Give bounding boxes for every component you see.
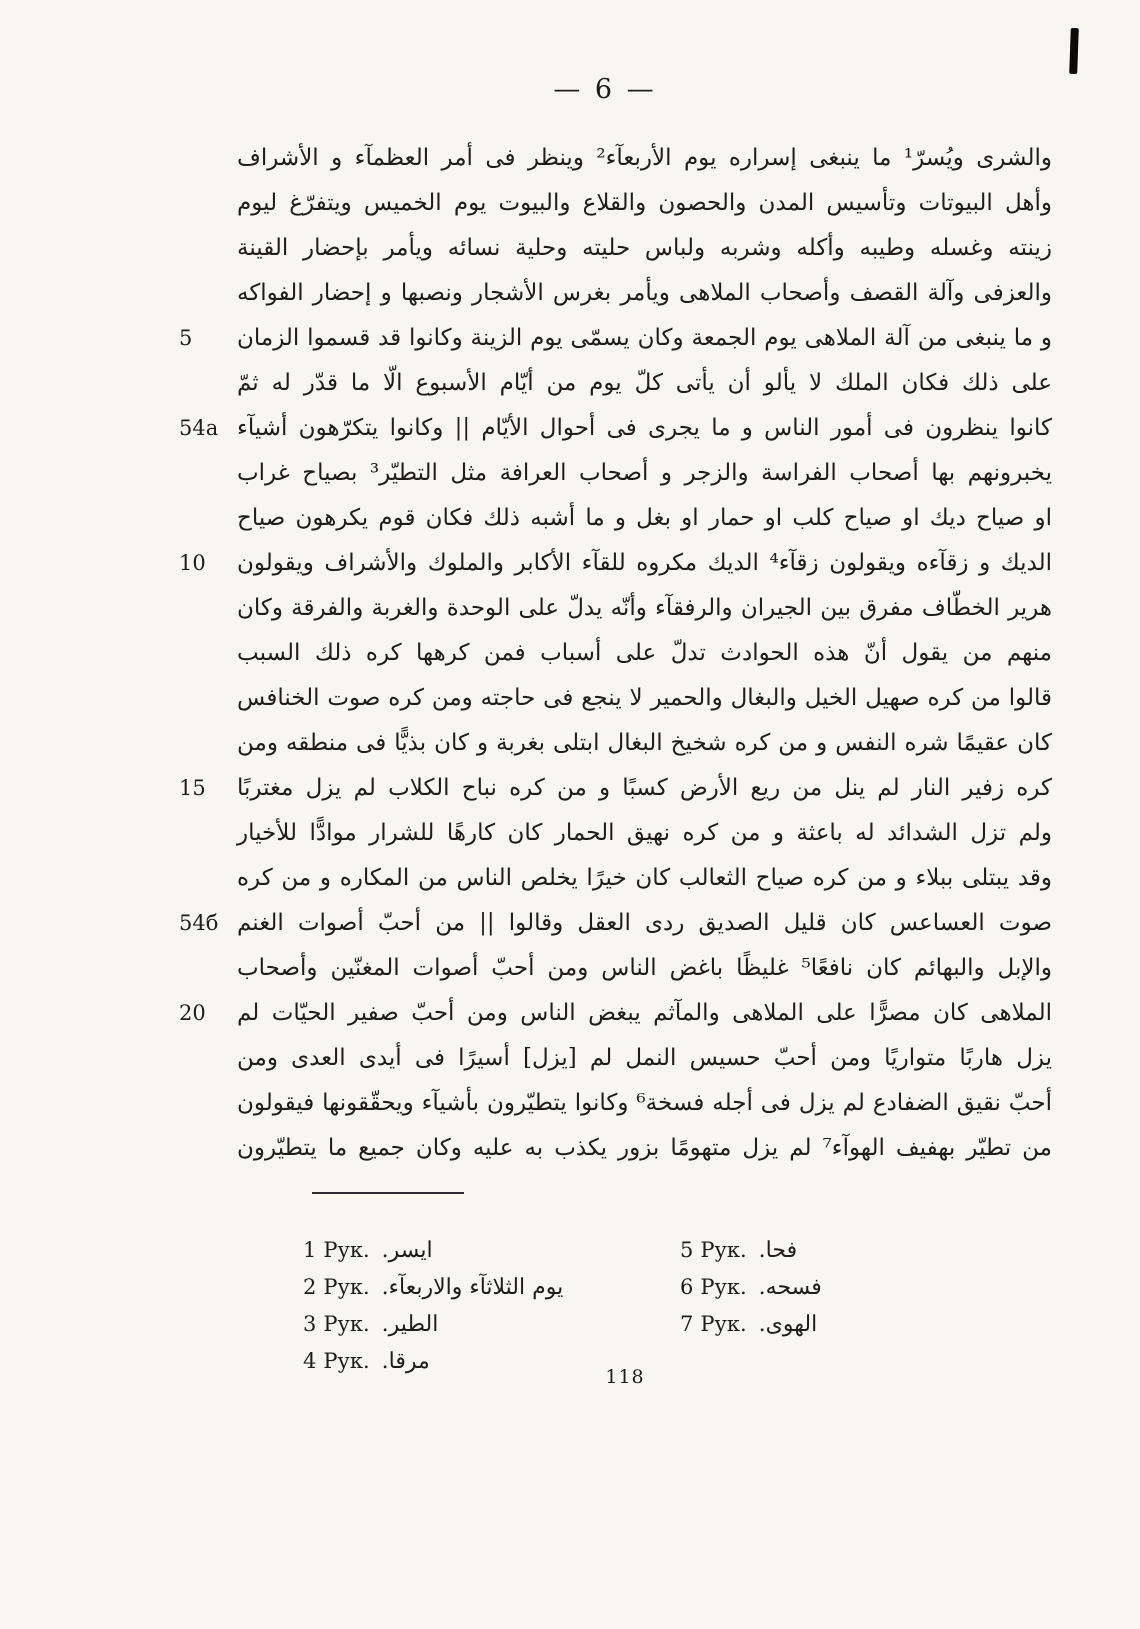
text-line bbox=[179, 541, 1053, 586]
arabic-text-line: كان عقيمًا شره النفس و من كره شخيخ البغال ابتلى بغربة و كان بذيًّا فى منطقه ومن bbox=[237, 730, 1052, 756]
arabic-text-line: منهم من يقول أنّ هذه الحوادث تدلّ على أسباب فمن كرهها كره ذلك السبب bbox=[237, 640, 1052, 666]
footnote-manuscript-label: Рук. bbox=[700, 1275, 747, 1299]
footnote-arabic-text: ايسر. bbox=[381, 1238, 433, 1263]
text-line bbox=[237, 811, 1052, 856]
footnote-arabic-text: فحا. bbox=[758, 1238, 798, 1263]
text-line bbox=[237, 946, 1052, 991]
text-line bbox=[237, 181, 1052, 226]
footnote-number: 3 bbox=[303, 1312, 317, 1336]
footnote-arabic-text: الهوى. bbox=[758, 1312, 818, 1337]
footnote-number: 6 bbox=[680, 1275, 694, 1299]
text-line bbox=[237, 271, 1052, 316]
margin-line-number: 10 bbox=[179, 551, 206, 575]
arabic-text-line: كانوا ينظرون فى أمور الناس و ما يجرى فى أحوال الأيّام || وكانوا يتكرّهون أشيآء bbox=[237, 415, 1052, 441]
footnote-manuscript-label: Рук. bbox=[323, 1349, 370, 1373]
arabic-text-line: وأهل البيوتات وتأسيس المدن والحصون والقلاع والبيوت يوم الخميس ويتفرّغ ليوم bbox=[237, 190, 1052, 216]
text-line bbox=[237, 586, 1052, 631]
footnote-row bbox=[680, 1269, 822, 1306]
arabic-text-line: و ما ينبغى من آلة الملاهى يوم الجمعة وكان يسمّى يوم الزينة وكانوا قد قسموا الزمان bbox=[237, 325, 1052, 351]
text-line bbox=[179, 991, 1052, 1036]
margin-line-number: 20 bbox=[179, 1001, 206, 1025]
text-line bbox=[237, 1081, 1052, 1126]
arabic-text-line: ولم تزل الشدائد له باعثة و من كره نهيق الحمار كان كارهًا للشرار موادًّا للأخيار bbox=[237, 820, 1052, 846]
text-line bbox=[237, 856, 1052, 901]
footnote-row bbox=[303, 1232, 563, 1269]
margin-line-number: 54a bbox=[179, 416, 219, 440]
arabic-text-line: او صياح ديك او صياح كلب او حمار او بغل و ما أشبه ذلك فكان قوم يكرهون صياح bbox=[237, 505, 1052, 531]
arabic-text-line: هرير الخطّاف مفرق بين الجيران والرفقآء وأنّه يدلّ على الوحدة والغربة والفرقة وكان bbox=[237, 595, 1052, 621]
text-line bbox=[237, 631, 1052, 676]
text-line bbox=[237, 496, 1052, 541]
margin-line-number: 54б bbox=[179, 911, 219, 935]
footnote-manuscript-label: Рук. bbox=[323, 1238, 370, 1262]
arabic-text-line: والشرى ويُسرّ¹ ما ينبغى إسراره يوم الأربعآء² وينظر فى أمر العظمآء و الأشراف bbox=[237, 145, 1052, 171]
footnote-number: 7 bbox=[680, 1312, 694, 1336]
margin-line-number: 15 bbox=[179, 776, 206, 800]
footnote-number: 4 bbox=[303, 1349, 317, 1373]
text-line bbox=[179, 316, 1052, 361]
footnote-manuscript-label: Рук. bbox=[700, 1312, 747, 1336]
footnote-separator bbox=[312, 1192, 464, 1194]
footnote-manuscript-label: Рук. bbox=[700, 1238, 747, 1262]
footnote-arabic-text: الطير. bbox=[381, 1312, 439, 1337]
footnote-column-right bbox=[680, 1232, 822, 1343]
arabic-text-line: يخبرونهم بها أصحاب الفراسة والزجر و أصحاب العرافة مثل التطيّر³ بصياح غراب bbox=[237, 460, 1052, 486]
footnote-row bbox=[680, 1306, 822, 1343]
footnote-row bbox=[303, 1306, 563, 1343]
arabic-text-line: من تطيّر بهفيف الهوآء⁷ لم يزل متهومًا بزور يكذب به عليه وكان جميع ما يتطيّرون bbox=[237, 1135, 1052, 1161]
arabic-text-line: والإبل والبهائم كان نافعًا⁵ غليظًا باغض الناس ومن أحبّ أصوات المغنّين وأصحاب bbox=[237, 955, 1052, 981]
arabic-text-line: كره زفير النار لم ينل من ريع الأرض كسبًا و من كره نباح الكلاب لم يزل مغتربًا bbox=[237, 775, 1052, 801]
page-header-number: — 6 — bbox=[553, 74, 657, 105]
text-line bbox=[237, 361, 1052, 406]
footnote-number: 5 bbox=[680, 1238, 694, 1262]
footnote-arabic-text: فسحه. bbox=[758, 1275, 822, 1300]
footnote-row bbox=[680, 1232, 822, 1269]
margin-line-number: 5 bbox=[179, 326, 193, 350]
arabic-text-line: الملاهى كان مصرًّا على الملاهى والمآثم يبغض الناس ومن أحبّ صفير الحيّات لم bbox=[237, 1000, 1052, 1026]
arabic-text-line: زينته وغسله وطيبه وأكله وشربه ولباس حليته وحلية نسائه ويأمر بإحضار القينة bbox=[237, 235, 1052, 261]
body-text bbox=[179, 136, 1053, 1171]
arabic-text-line: وقد يبتلى ببلاء و من كره صياح الثعالب كان خيرًا يخلص الناس من المكاره و من كره bbox=[237, 865, 1052, 891]
footnote-arabic-text: يوم الثلاثآء والاربعآء. bbox=[381, 1275, 564, 1300]
text-line bbox=[237, 1036, 1052, 1081]
arabic-text-line: صوت العساعس كان قليل الصديق ردى العقل وقالوا || من أحبّ أصوات الغنم bbox=[237, 910, 1052, 936]
text-line bbox=[237, 136, 1052, 181]
page-footer-number: 118 bbox=[605, 1366, 645, 1388]
arabic-text-line: الديك و زقآءه ويقولون زقآء⁴ الديك مكروه للقآء الأكابر والملوك والأشراف ويقولون bbox=[237, 550, 1053, 576]
text-line bbox=[237, 226, 1052, 271]
arabic-text-line: والعزفى وآلة القصف وأصحاب الملاهى ويأمر بغرس الأشجار ونصبها و إحضار الفواكه bbox=[237, 280, 1052, 306]
arabic-text-line: يزل هاربًا متواريًا ومن أحبّ حسيس النمل لم [يزل] أسيرًا فى أيدى العدى ومن bbox=[237, 1045, 1052, 1071]
text-line bbox=[237, 721, 1052, 766]
text-line bbox=[179, 901, 1052, 946]
text-line bbox=[237, 451, 1052, 496]
footnote-manuscript-label: Рук. bbox=[323, 1275, 370, 1299]
footnote-number: 2 bbox=[303, 1275, 317, 1299]
arabic-text-line: على ذلك فكان الملك لا يألو أن يأتى كلّ يوم من أيّام الأسبوع الّا ما قدّر له ثمّ bbox=[237, 370, 1052, 396]
text-line bbox=[237, 676, 1052, 721]
scan-edge-mark bbox=[1069, 28, 1079, 74]
text-line bbox=[179, 406, 1052, 451]
footnote-row bbox=[303, 1269, 563, 1306]
footnote-column-left bbox=[303, 1232, 563, 1380]
footnote-number: 1 bbox=[303, 1238, 317, 1262]
footnote-manuscript-label: Рук. bbox=[323, 1312, 370, 1336]
text-line bbox=[179, 766, 1052, 811]
text-line bbox=[237, 1126, 1052, 1171]
arabic-text-line: أحبّ نقيق الضفادع لم يزل فى أجله فسخة⁶ وكانوا يتطيّرون بأشيآء ويحقّقونها فيقولون bbox=[237, 1090, 1052, 1116]
footnote-arabic-text: مرقا. bbox=[381, 1349, 430, 1374]
arabic-text-line: قالوا من كره صهيل الخيل والبغال والحمير لا ينجع فى حاجته ومن كره صوت الخنافس bbox=[237, 685, 1052, 711]
